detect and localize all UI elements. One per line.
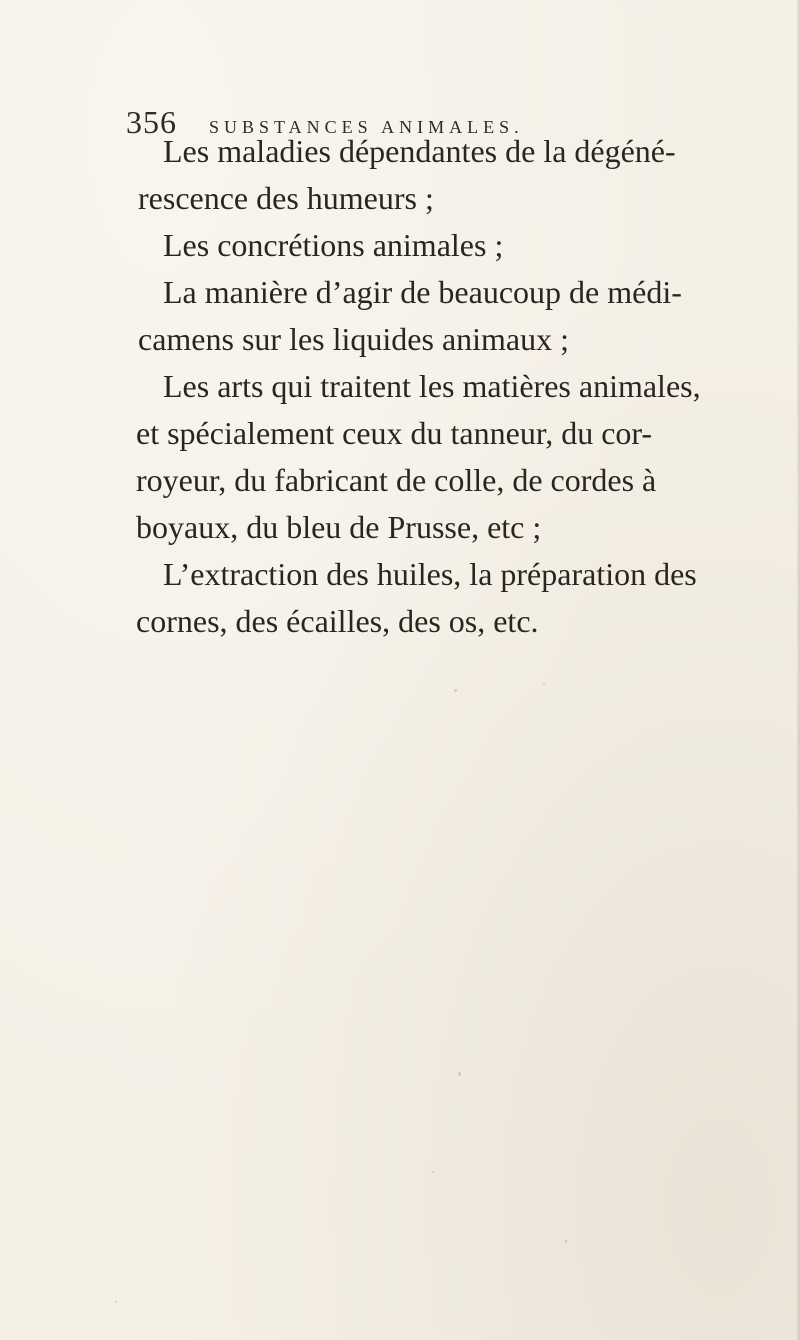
text-line-3: Les concrétions animales ; <box>163 227 504 263</box>
paper-speck <box>115 1301 117 1303</box>
text-line-11: cornes, des écailles, des os, etc. <box>136 603 539 639</box>
page-number: 356 <box>126 104 177 140</box>
text-line-8: royeur, du fabricant de colle, de cordes à <box>136 462 657 498</box>
text-line-4: La manière d’agir de beaucoup de médi- <box>163 274 682 310</box>
text-line-9: boyaux, du bleu de Prusse, etc ; <box>136 509 542 545</box>
paper-speck <box>458 1072 461 1076</box>
text-line-5: camens sur les liquides animaux ; <box>138 321 570 357</box>
body-text <box>0 128 800 645</box>
paper-speck <box>565 1240 567 1243</box>
paper-speck <box>432 1171 434 1173</box>
text-line-1: Les maladies dépendantes de la dégéné- <box>163 133 676 169</box>
paper-speck <box>543 683 545 685</box>
text-line-7: et spécialement ceux du tanneur, du cor- <box>136 415 653 451</box>
running-head-title: SUBSTANCES ANIMALES. <box>209 117 524 137</box>
text-line-2: rescence des humeurs ; <box>138 180 434 216</box>
paper-speck <box>454 689 457 692</box>
page-edge-shadow <box>796 0 800 1340</box>
text-line-10: L’extraction des huiles, la préparation des <box>163 556 697 592</box>
text-line-6: Les arts qui traitent les matières animales, <box>163 368 701 404</box>
